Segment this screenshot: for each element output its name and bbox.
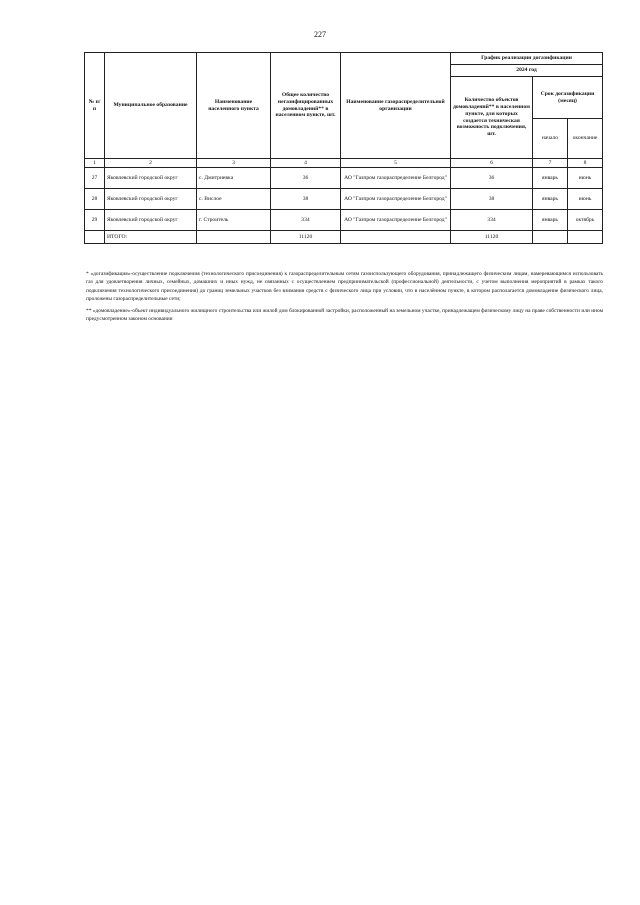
header-settlement: Наименование населенного пункта — [197, 53, 271, 159]
total-empty-cell — [533, 231, 568, 244]
row-count: 36 — [451, 168, 533, 189]
header-num: № п/п — [85, 53, 105, 159]
page-number: 227 — [314, 30, 326, 39]
column-number: 8 — [568, 159, 603, 168]
row-total: 38 — [271, 189, 341, 210]
row-start: январь — [533, 168, 568, 189]
row-municipality: Яковлевский городской округ — [105, 168, 197, 189]
row-org: АО "Газпром газораспределение Белгород" — [341, 210, 451, 231]
total-empty-cell — [85, 231, 105, 244]
table-row — [85, 168, 603, 189]
row-municipality: Яковлевский городской округ — [105, 210, 197, 231]
row-total: 334 — [271, 210, 341, 231]
column-number: 2 — [105, 159, 197, 168]
column-number: 7 — [533, 159, 568, 168]
total-households: 11120 — [271, 231, 341, 244]
header-municipality: Муниципальное образование — [105, 53, 197, 159]
column-number: 4 — [271, 159, 341, 168]
footnotes — [86, 270, 603, 326]
column-number: 3 — [197, 159, 271, 168]
column-number: 1 — [85, 159, 105, 168]
row-end: июнь — [568, 189, 603, 210]
header-year: 2024 год — [451, 65, 603, 77]
row-start: январь — [533, 189, 568, 210]
row-count: 38 — [451, 189, 533, 210]
row-count: 334 — [451, 210, 533, 231]
total-row — [85, 231, 603, 244]
row-municipality: Яковлевский городской округ — [105, 189, 197, 210]
total-empty-cell — [197, 231, 271, 244]
table-row — [85, 189, 603, 210]
row-end: октябрь — [568, 210, 603, 231]
total-label: ИТОГО: — [105, 231, 197, 244]
header-schedule: График реализации догазификации — [451, 53, 603, 65]
footnote-gasification: * «догазификация»-осуществление подключения (технологического присоединения) к газораспределительным сетям газоиспользующего оборудования, принадлежащего физическим лицам, намеревающимся использовать газ для удовлетворения личных, семейных, домашних и иных нужд, не связанных с осуществлением предпринимательской (профессиональной) деятельности, с учетом выполнения мероприятий в рамках такого подключения технологического присоединения) до границ земельных участков без взимания средств с физического лица при условии, что в населённом пункте, в котором располагается домовладение физического лица, проложены газораспределительные сети; — [86, 271, 603, 303]
row-num: 27 — [85, 168, 105, 189]
header-total-households: Общее количество негазифицированных домовладений** в населенном пункте, шт. — [271, 53, 341, 159]
header-start: начало — [533, 119, 568, 159]
row-settlement: с. Дмитриевка — [197, 168, 271, 189]
row-org: АО "Газпром газораспределение Белгород" — [341, 168, 451, 189]
row-start: январь — [533, 210, 568, 231]
row-num: 28 — [85, 189, 105, 210]
table-row — [85, 210, 603, 231]
row-settlement: г. Строитель — [197, 210, 271, 231]
row-end: июнь — [568, 168, 603, 189]
total-count: 11120 — [451, 231, 533, 244]
footnote-household: ** «домовладение»-объект индивидуального жилищного строительства или жилой дом блокированной застройки, расположенный на земельном участке, принадлежащем физическому лицу на праве собственности или ином предусмотренном законом основании — [86, 307, 603, 322]
column-number-row — [85, 159, 603, 168]
header-term: Срок догазификации (месяц) — [533, 77, 603, 119]
row-settlement: с. Вислое — [197, 189, 271, 210]
total-empty-cell — [568, 231, 603, 244]
row-num: 29 — [85, 210, 105, 231]
row-total: 36 — [271, 168, 341, 189]
gasification-table — [84, 52, 603, 244]
header-gas-org: Наименование газораспределительной организации — [341, 53, 451, 159]
total-empty-cell — [341, 231, 451, 244]
header-households-count: Количество объектов домовладений** в населенном пункте, для которых создается техническая возможность подключения, шт. — [451, 77, 533, 159]
header-end: окончание — [568, 119, 603, 159]
row-org: АО "Газпром газораспределение Белгород" — [341, 189, 451, 210]
column-number: 5 — [341, 159, 451, 168]
column-number: 6 — [451, 159, 533, 168]
